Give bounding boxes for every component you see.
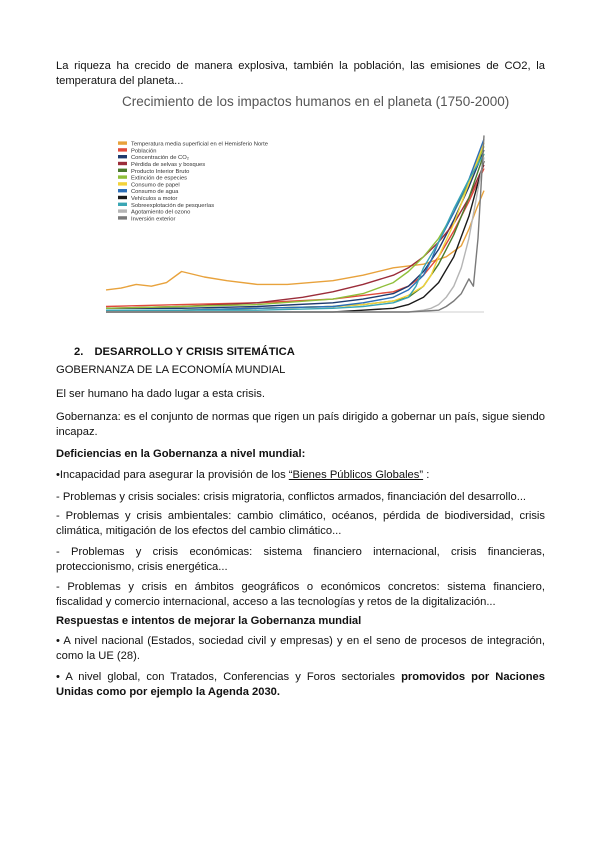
list-item-sociales: - Problemas y crisis sociales: crisis migratoria, conflictos armados, financiación del desarrollo... [56,491,527,503]
heading-deficiencias: Deficiencias en la Gobernanza a nivel mundial: [56,448,306,460]
section-number: 2. [74,346,84,358]
legend-swatch-2 [118,155,127,158]
legend-label-9: Sobreexplotación de pesquerías [131,202,215,209]
legend-swatch-0 [118,141,127,144]
response-nacional: • A nivel nacional (Estados, sociedad civil y empresas) y en el seno de procesos de integración, como la UE (28). [56,635,545,662]
response-global [56,670,545,699]
list-item-geograficos: - Problemas y crisis en ámbitos geográficos o económicos concretos: sistema financiero, fiscalidad y comercio internacional, acceso a las tecnologías y retos de la digitalización... [56,581,545,608]
legend-label-0: Temperatura media superficial en el Hemisferio Norte [131,141,268,148]
list-item-ambientales: - Problemas y crisis ambientales: cambio climático, océanos, pérdida de biodiversidad, crisis climática, mitigación de los efectos del cambio climático... [56,510,545,537]
bullet-bienes-publicos [56,468,545,483]
legend-label-6: Consumo de papel [131,182,180,189]
legend-label-11: Inversión exterior [131,216,176,223]
intro-paragraph: La riqueza ha crecido de manera explosiva, también la población, las emisiones de CO2, la temperatura del planeta... [56,60,545,87]
legend-swatch-3 [118,162,127,165]
legend-label-1: Población [131,148,157,155]
legend-label-8: Vehículos a motor [131,196,178,202]
paragraph-gobernanza: Gobernanza: es el conjunto de normas que rigen un país dirigido a gobernar un país, sigue siendo incapaz. [56,411,545,438]
legend-swatch-5 [118,175,127,178]
legend-label-10: Agotamiento del ozono [131,209,191,216]
section-title: DESARROLLO Y CRISIS SITEMÁTICA [94,346,295,358]
heading-respuestas: Respuestas e intentos de mejorar la Gobernanza mundial [56,615,362,627]
bullet-prefix: •Incapacidad para asegurar la provisión de los [56,469,289,481]
chart-plot [92,88,494,320]
legend-swatch-6 [118,182,127,185]
section-subtitle: GOBERNANZA DE LA ECONOMÍA MUNDIAL [56,364,286,376]
legend-swatch-9 [118,203,127,206]
bullet-suffix: : [423,469,430,481]
legend-label-7: Consumo de agua [131,189,179,196]
response-global-bold: promovidos por Naciones Unidas como por ejemplo la Agenda 2030. [56,671,545,698]
bienes-publicos-link[interactable]: “Bienes Públicos Globales” [288,469,424,481]
impacts-chart [92,88,510,320]
legend-swatch-1 [118,148,127,151]
legend-label-4: Producto Interior Bruto [131,168,190,175]
legend-swatch-11 [118,216,127,219]
legend-label-5: Extinción de especies [131,175,188,182]
chart-title: Crecimiento de los impactos humanos en el planeta (1750-2000) [122,94,510,109]
paragraph-human-crisis: El ser humano ha dado lugar a esta crisis. [56,388,265,400]
legend-label-2: Concentración de CO₂ [131,155,189,162]
legend-swatch-10 [118,209,127,212]
response-global-text: • A nivel global, con Tratados, Conferencias y Foros sectoriales [56,671,402,683]
legend-label-3: Pérdida de selvas y bosques [131,162,206,168]
legend-swatch-8 [118,196,127,199]
legend-swatch-4 [118,169,127,172]
legend-swatch-7 [118,189,127,192]
section-heading [74,346,295,358]
list-item-economicas: - Problemas y crisis económicas: sistema financiero internacional, crisis financieras, proteccionismo, crisis energética... [56,546,545,573]
